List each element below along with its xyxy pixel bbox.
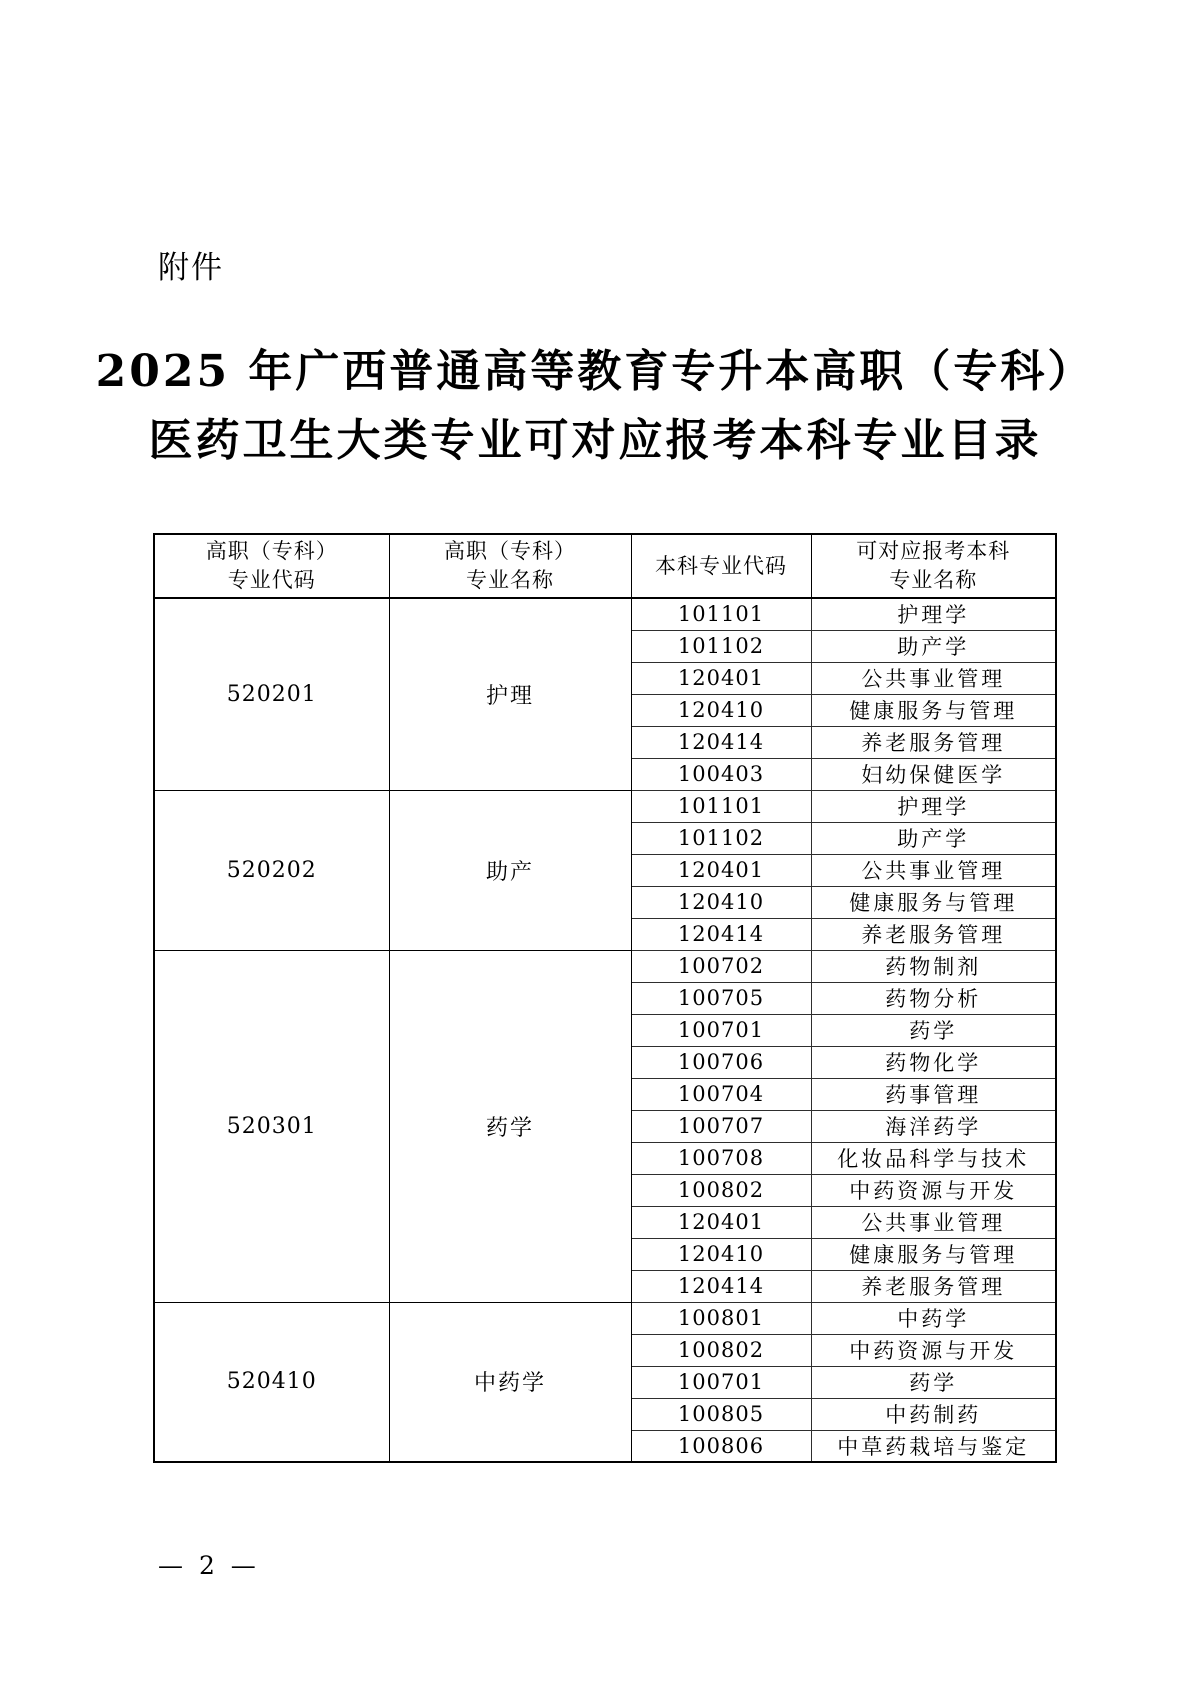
- ug-major-code-cell: 100801: [631, 1302, 811, 1334]
- header-ug-name-line2: 专业名称: [889, 568, 978, 592]
- ug-major-code-cell: 100403: [631, 758, 811, 790]
- ug-major-name-cell: 健康服务与管理: [811, 886, 1056, 918]
- table-row: [154, 790, 1056, 822]
- ug-major-name-cell: 中药制药: [811, 1398, 1056, 1430]
- ug-major-code-cell: 100707: [631, 1110, 811, 1142]
- ug-major-name-cell: 药物化学: [811, 1046, 1056, 1078]
- hs-major-name-cell: 助产: [389, 790, 631, 950]
- header-ug-code-line1: 本科专业代码: [655, 553, 787, 578]
- ug-major-code-cell: 100701: [631, 1366, 811, 1398]
- table-row: [154, 1302, 1056, 1334]
- table-row: [154, 950, 1056, 982]
- ug-major-code-cell: 100802: [631, 1174, 811, 1206]
- document-title: [0, 337, 1190, 475]
- document-title-line1: 2025 年广西普通高等教育专升本高职（专科）: [95, 346, 1095, 397]
- ug-major-code-cell: 120410: [631, 694, 811, 726]
- ug-major-name-cell: 养老服务管理: [811, 726, 1056, 758]
- ug-major-code-cell: 100802: [631, 1334, 811, 1366]
- ug-major-code-cell: 101102: [631, 822, 811, 854]
- ug-major-name-cell: 海洋药学: [811, 1110, 1056, 1142]
- ug-major-name-cell: 药事管理: [811, 1078, 1056, 1110]
- ug-major-name-cell: 助产学: [811, 822, 1056, 854]
- hs-major-code-cell: 520301: [154, 950, 389, 1302]
- ug-major-code-cell: 101101: [631, 598, 811, 630]
- ug-major-code-cell: 100705: [631, 982, 811, 1014]
- ug-major-name-cell: 药学: [811, 1014, 1056, 1046]
- hs-major-code-cell: 520202: [154, 790, 389, 950]
- page-number: — 2 —: [158, 1551, 260, 1580]
- hs-major-code-cell: 520410: [154, 1302, 389, 1462]
- header-hs-code: [154, 534, 389, 598]
- ug-major-name-cell: 公共事业管理: [811, 854, 1056, 886]
- ug-major-code-cell: 120401: [631, 662, 811, 694]
- ug-major-name-cell: 公共事业管理: [811, 1206, 1056, 1238]
- ug-major-code-cell: 100805: [631, 1398, 811, 1430]
- hs-major-name-cell: 药学: [389, 950, 631, 1302]
- ug-major-name-cell: 健康服务与管理: [811, 1238, 1056, 1270]
- header-hs-name-line2: 专业名称: [466, 568, 554, 592]
- ug-major-code-cell: 120414: [631, 918, 811, 950]
- header-ug-code: [631, 534, 811, 598]
- ug-major-code-cell: 120414: [631, 726, 811, 758]
- ug-major-code-cell: 100806: [631, 1430, 811, 1462]
- ug-major-name-cell: 中药资源与开发: [811, 1174, 1056, 1206]
- ug-major-name-cell: 护理学: [811, 598, 1056, 630]
- hs-major-code-cell: 520201: [154, 598, 389, 790]
- ug-major-name-cell: 健康服务与管理: [811, 694, 1056, 726]
- header-ug-name: [811, 534, 1056, 598]
- ug-major-code-cell: 120410: [631, 1238, 811, 1270]
- ug-major-code-cell: 101102: [631, 630, 811, 662]
- ug-major-name-cell: 中草药栽培与鉴定: [811, 1430, 1056, 1462]
- ug-major-name-cell: 药物分析: [811, 982, 1056, 1014]
- ug-major-name-cell: 中药学: [811, 1302, 1056, 1334]
- ug-major-name-cell: 中药资源与开发: [811, 1334, 1056, 1366]
- header-hs-code-line2: 专业代码: [227, 568, 316, 592]
- header-ug-name-line1: 可对应报考本科: [856, 539, 1011, 563]
- ug-major-name-cell: 药物制剂: [811, 950, 1056, 982]
- ug-major-code-cell: 100704: [631, 1078, 811, 1110]
- table-header: [154, 534, 1056, 598]
- ug-major-name-cell: 护理学: [811, 790, 1056, 822]
- ug-major-name-cell: 化妆品科学与技术: [811, 1142, 1056, 1174]
- hs-major-name-cell: 护理: [389, 598, 631, 790]
- majors-table-body: [154, 598, 1056, 1462]
- ug-major-code-cell: 120414: [631, 1270, 811, 1302]
- ug-major-code-cell: 120410: [631, 886, 811, 918]
- ug-major-name-cell: 公共事业管理: [811, 662, 1056, 694]
- ug-major-code-cell: 120401: [631, 854, 811, 886]
- table-header-row: [154, 534, 1056, 598]
- ug-major-code-cell: 100702: [631, 950, 811, 982]
- header-hs-name: [389, 534, 631, 598]
- ug-major-name-cell: 养老服务管理: [811, 918, 1056, 950]
- header-hs-code-line1: 高职（专科）: [205, 539, 338, 563]
- ug-major-name-cell: 药学: [811, 1366, 1056, 1398]
- ug-major-name-cell: 助产学: [811, 630, 1056, 662]
- ug-major-code-cell: 100706: [631, 1046, 811, 1078]
- table-row: [154, 598, 1056, 630]
- ug-major-name-cell: 养老服务管理: [811, 1270, 1056, 1302]
- document-title-line2: 医药卫生大类专业可对应报考本科专业目录: [148, 415, 1042, 466]
- header-hs-name-line1: 高职（专科）: [444, 539, 576, 563]
- ug-major-code-cell: 101101: [631, 790, 811, 822]
- ug-major-code-cell: 120401: [631, 1206, 811, 1238]
- hs-major-name-cell: 中药学: [389, 1302, 631, 1462]
- ug-major-code-cell: 100701: [631, 1014, 811, 1046]
- ug-major-name-cell: 妇幼保健医学: [811, 758, 1056, 790]
- ug-major-code-cell: 100708: [631, 1142, 811, 1174]
- majors-mapping-table: [153, 533, 1057, 1463]
- attachment-label: 附件: [158, 250, 224, 286]
